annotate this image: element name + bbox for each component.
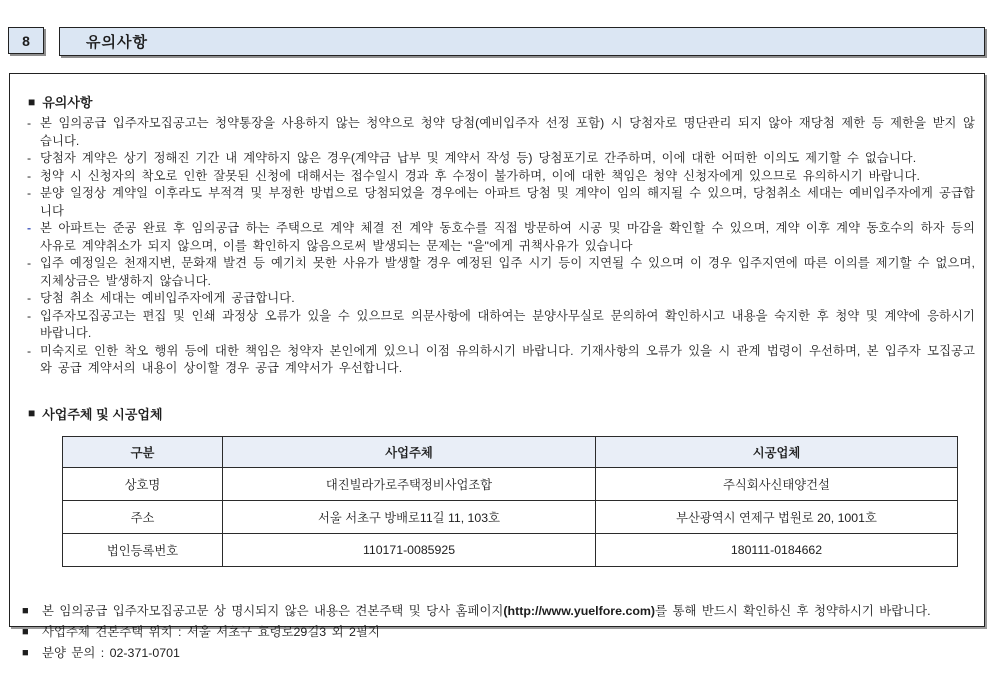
constructor-reg-number: 180111-0184662	[596, 533, 958, 566]
notes-heading-label: 유의사항	[42, 95, 93, 110]
footer-note-text: 사업주체 견본주택 위치 : 서울 서초구 효령로29길3 외 2필지	[42, 624, 380, 639]
footer-text-before: 본 임의공급 입주자모집공고문 상 명시되지 않은 내용은 견본주택 및 당사 홈페이지	[42, 603, 504, 618]
constructor-name: 주식회사신태양건설	[596, 467, 958, 500]
dash-marker: -	[27, 116, 32, 130]
list-item	[27, 150, 975, 168]
list-item	[27, 255, 975, 290]
row-label-address: 주소	[63, 500, 223, 533]
note-text: 분양 일정상 계약일 이후라도 부적격 및 부정한 방법으로 당첨되었을 경우에는 아파트 당첨 및 계약이 임의 해지될 수 있으며, 당첨취소 세대는 예비입주자에게 공급합니다	[40, 186, 975, 218]
section-header	[8, 27, 985, 56]
dash-marker: -	[27, 291, 32, 305]
dash-marker: -	[27, 151, 32, 165]
business-entity-address: 서울 서초구 방배로11길 11, 103호	[223, 500, 596, 533]
table-row	[63, 467, 958, 500]
section-title-box	[59, 27, 985, 56]
companies-heading-label: 사업주체 및 시공업체	[42, 406, 163, 422]
row-label-registration-number: 법인등록번호	[63, 533, 223, 566]
list-item	[27, 115, 975, 150]
list-item	[27, 343, 975, 378]
companies-heading	[28, 404, 975, 423]
note-text: 본 임의공급 입주자모집공고는 청약통장을 사용하지 않는 청약으로 청약 당첨(예비입주자 선정 포함) 시 당첨자로 명단관리 되지 않아 재당첨 제한 등 제한을 받지 않습니다.	[40, 116, 975, 148]
notes-heading	[28, 92, 975, 111]
dash-marker: -	[27, 308, 32, 323]
note-text: 당첨 취소 세대는 예비입주자에게 공급합니다.	[40, 291, 295, 305]
list-item	[27, 185, 975, 220]
footer-note-model-house	[22, 622, 975, 642]
square-bullet-icon: ■	[22, 625, 29, 638]
dash-marker-accent: -	[27, 221, 32, 235]
footer-note-contact	[22, 643, 975, 663]
table-row	[63, 500, 958, 533]
square-bullet-icon: ■	[28, 94, 36, 109]
list-item	[27, 308, 975, 343]
list-item	[27, 168, 975, 186]
page-title: 유의사항	[86, 34, 148, 51]
section-number: 8	[22, 32, 30, 49]
footer-notes	[22, 601, 975, 663]
notes-list	[20, 115, 975, 378]
dash-marker: -	[27, 256, 32, 270]
table-row	[63, 533, 958, 566]
section-number-box	[8, 27, 44, 54]
companies-table	[62, 436, 958, 567]
homepage-url: (http://www.yuelfore.com)	[503, 603, 656, 618]
note-text: 당첨자 계약은 상기 정해진 기간 내 계약하지 않은 경우(계약금 납부 및 계약서 작성 등) 당첨포기로 간주하며, 이에 대한 어떠한 이의도 제기할 수 없습니다.	[40, 151, 917, 165]
note-text: 본 아파트는 준공 완료 후 임의공급 하는 주택으로 계약 체결 전 계약 동호수를 직접 방문하여 시공 및 마감을 확인할 수 있으며, 계약 이후 계약 동호수의 하자 등의 사유로 계약취소가 되지 않으며, 이를 확인하지 않음으로써 발생되는 문제는 "을"에게 귀책사유가 있습니다	[40, 221, 975, 253]
list-item	[27, 290, 975, 308]
footer-note-homepage	[22, 601, 975, 621]
row-label-company-name: 상호명	[63, 467, 223, 500]
note-text: 입주자모집공고는 편집 및 인쇄 과정상 오류가 있을 수 있으므로 의문사항에 대하여는 분양사무실로 문의하여 확인하시고 내용을 숙지한 후 청약 및 계약에 응하시기 바랍니다.	[40, 308, 975, 340]
col-header-constructor: 시공업체	[596, 436, 958, 467]
square-bullet-icon: ■	[22, 604, 29, 617]
col-header-business-entity: 사업주체	[223, 436, 596, 467]
square-bullet-icon: ■	[22, 646, 29, 659]
footer-text-after: 를 통해 반드시 확인하신 후 청약하시기 바랍니다.	[655, 603, 931, 618]
dash-marker: -	[27, 186, 32, 200]
col-header-category: 구분	[63, 436, 223, 467]
note-text: 청약 시 신청자의 착오로 인한 잘못된 신청에 대해서는 접수일시 경과 후 수정이 불가하며, 이에 대한 책임은 청약 신청자에게 있으므로 유의하시기 바랍니다.	[40, 168, 921, 183]
business-entity-name: 대진빌라가로주택정비사업조합	[223, 467, 596, 500]
square-bullet-icon: ■	[28, 406, 36, 420]
list-item	[27, 220, 975, 255]
dash-marker: -	[27, 343, 32, 358]
footer-note-text	[42, 601, 931, 621]
dash-marker: -	[27, 168, 32, 183]
note-text: 입주 예정일은 천재지변, 문화재 발견 등 예기치 못한 사유가 발생할 경우 예정된 입주 시기 등이 지연될 수 있으며 이 경우 입주지연에 따른 이의를 제기할 수 없으며, 지체상금은 발생하지 않습니다.	[40, 256, 975, 288]
table-header-row	[63, 436, 958, 467]
content-box	[9, 73, 985, 660]
constructor-address: 부산광역시 연제구 법원로 20, 1001호	[596, 500, 958, 533]
note-text: 미숙지로 인한 착오 행위 등에 대한 책임은 청약자 본인에게 있으니 이점 유의하시기 바랍니다. 기재사항의 오류가 있을 시 관계 법령이 우선하며, 본 입주자 모집공고와 공급 계약서의 내용이 상이할 경우 공급 계약서가 우선합니다.	[40, 343, 975, 375]
business-entity-reg-number: 110171-0085925	[223, 533, 596, 566]
footer-note-text: 분양 문의 : 02-371-0701	[42, 645, 180, 660]
